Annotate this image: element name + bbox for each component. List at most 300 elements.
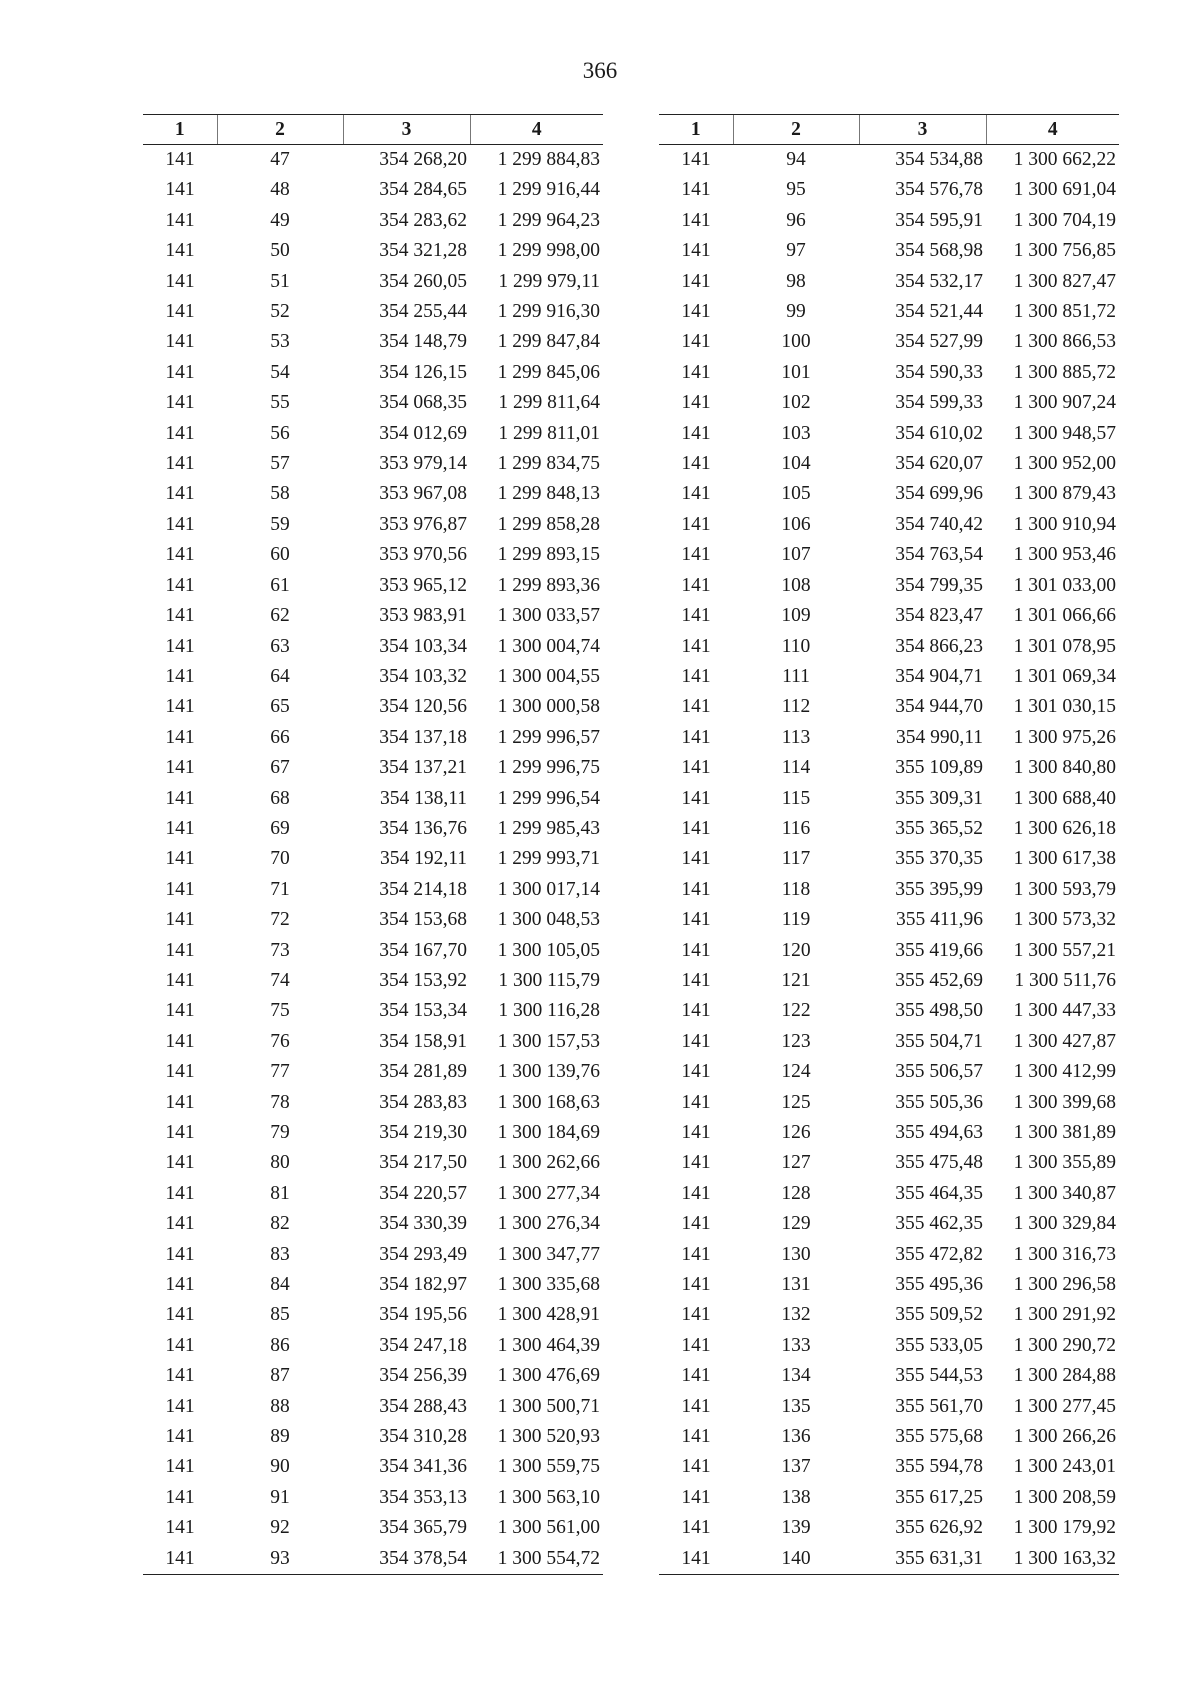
table-cell-col4: 1 300 953,46 bbox=[1013, 544, 1116, 566]
table-cell-col4: 1 300 688,40 bbox=[1013, 787, 1116, 809]
table-row bbox=[143, 540, 603, 570]
table-cell-col3: 353 970,56 bbox=[379, 544, 467, 566]
table-cell-col1: 141 bbox=[165, 969, 195, 991]
table-cell-col2: 67 bbox=[270, 757, 290, 779]
table-cell-col3: 354 103,34 bbox=[379, 635, 467, 657]
table-cell-col2: 53 bbox=[270, 331, 290, 353]
table-cell-col3: 355 411,96 bbox=[895, 909, 983, 931]
table-cell-col1: 141 bbox=[165, 1030, 195, 1052]
table-cell-col3: 355 617,25 bbox=[895, 1486, 983, 1508]
table-cell-col3: 354 341,36 bbox=[379, 1456, 467, 1478]
table-row bbox=[659, 662, 1119, 692]
table-cell-col2: 137 bbox=[781, 1456, 811, 1478]
table-cell-col2: 117 bbox=[781, 848, 811, 870]
table-cell-col1: 141 bbox=[165, 209, 195, 231]
table-cell-col2: 80 bbox=[270, 1152, 290, 1174]
table-cell-col2: 85 bbox=[270, 1304, 290, 1326]
table-body-right bbox=[659, 145, 1119, 1575]
table-cell-col3: 355 505,36 bbox=[895, 1091, 983, 1113]
table-cell-col2: 128 bbox=[781, 1182, 811, 1204]
table-cell-col1: 141 bbox=[165, 605, 195, 627]
table-cell-col3: 354 283,83 bbox=[379, 1091, 467, 1113]
table-cell-col1: 141 bbox=[681, 757, 711, 779]
table-row bbox=[659, 601, 1119, 631]
table-cell-col1: 141 bbox=[681, 605, 711, 627]
table-row bbox=[143, 297, 603, 327]
table-row bbox=[659, 905, 1119, 935]
table-cell-col3: 354 284,65 bbox=[379, 179, 467, 201]
table-cell-col1: 141 bbox=[681, 787, 711, 809]
table-cell-col2: 124 bbox=[781, 1061, 811, 1083]
table-cell-col2: 76 bbox=[270, 1030, 290, 1052]
table-row bbox=[143, 1270, 603, 1300]
table-cell-col3: 354 126,15 bbox=[379, 361, 467, 383]
table-row bbox=[143, 844, 603, 874]
table-cell-col4: 1 300 557,21 bbox=[1013, 939, 1116, 961]
table-cell-col2: 96 bbox=[786, 209, 806, 231]
table-row bbox=[659, 479, 1119, 509]
table-cell-col1: 141 bbox=[681, 270, 711, 292]
table-cell-col1: 141 bbox=[681, 574, 711, 596]
coordinates-table-right bbox=[659, 114, 1119, 1575]
table-cell-col3: 354 534,88 bbox=[895, 149, 983, 170]
table-cell-col1: 141 bbox=[681, 696, 711, 718]
table-cell-col2: 133 bbox=[781, 1334, 811, 1356]
column-header: 3 bbox=[859, 115, 986, 145]
table-cell-col3: 354 321,28 bbox=[379, 240, 467, 262]
table-cell-col3: 354 220,57 bbox=[379, 1182, 467, 1204]
table-cell-col4: 1 299 996,57 bbox=[497, 726, 600, 748]
table-row bbox=[659, 388, 1119, 418]
table-cell-col1: 141 bbox=[165, 1486, 195, 1508]
table-cell-col3: 354 378,54 bbox=[343, 1544, 470, 1575]
table-cell-col4: 1 299 893,36 bbox=[497, 574, 600, 596]
column-header: 4 bbox=[986, 115, 1119, 145]
table-cell-col1: 141 bbox=[681, 1304, 711, 1326]
table-cell-col3: 354 182,97 bbox=[379, 1274, 467, 1296]
table-cell-col4: 1 300 105,05 bbox=[497, 939, 600, 961]
table-cell-col2: 75 bbox=[270, 1000, 290, 1022]
table-cell-col3: 354 823,47 bbox=[895, 605, 983, 627]
table-cell-col3: 354 310,28 bbox=[379, 1426, 467, 1448]
table-cell-col3: 354 904,71 bbox=[895, 665, 983, 687]
table-cell-col4: 1 300 179,92 bbox=[1013, 1517, 1116, 1539]
table-cell-col4: 1 300 004,74 bbox=[497, 635, 600, 657]
table-cell-col3: 354 012,69 bbox=[379, 422, 467, 444]
table-cell-col1: 141 bbox=[681, 483, 711, 505]
table-row bbox=[659, 1300, 1119, 1330]
table-cell-col3: 354 763,54 bbox=[895, 544, 983, 566]
table-cell-col2: 132 bbox=[781, 1304, 811, 1326]
table-cell-col1: 141 bbox=[681, 909, 711, 931]
table-cell-col3: 355 472,82 bbox=[895, 1243, 983, 1265]
table-row bbox=[143, 419, 603, 449]
table-cell-col1: 141 bbox=[165, 635, 195, 657]
table-cell-col2: 102 bbox=[781, 392, 811, 414]
table-row bbox=[659, 145, 1119, 176]
table-row bbox=[143, 449, 603, 479]
table-cell-col1: 141 bbox=[165, 1243, 195, 1265]
table-cell-col2: 81 bbox=[270, 1182, 290, 1204]
table-cell-col2: 129 bbox=[781, 1213, 811, 1235]
table-cell-col2: 135 bbox=[781, 1395, 811, 1417]
table-cell-col4: 1 300 662,22 bbox=[1013, 149, 1116, 170]
table-cell-col4: 1 300 827,47 bbox=[1013, 270, 1116, 292]
table-row bbox=[143, 1361, 603, 1391]
table-cell-col1: 141 bbox=[165, 1426, 195, 1448]
table-cell-col2: 93 bbox=[217, 1544, 343, 1575]
table-cell-col3: 355 498,50 bbox=[895, 1000, 983, 1022]
table-cell-col4: 1 300 004,55 bbox=[497, 665, 600, 687]
table-cell-col2: 126 bbox=[781, 1122, 811, 1143]
table-cell-col1: 141 bbox=[165, 574, 195, 596]
table-cell-col4: 1 299 996,75 bbox=[497, 757, 600, 779]
table-cell-col3: 354 330,39 bbox=[379, 1213, 467, 1235]
table-cell-col2: 105 bbox=[781, 483, 811, 505]
table-cell-col4: 1 300 520,93 bbox=[497, 1426, 600, 1448]
table-cell-col3: 353 967,08 bbox=[379, 483, 467, 505]
table-cell-col1: 141 bbox=[681, 1334, 711, 1356]
table-cell-col1: 141 bbox=[681, 179, 711, 201]
table-cell-col2: 109 bbox=[781, 605, 811, 627]
table-row bbox=[659, 206, 1119, 236]
table-row bbox=[143, 145, 603, 176]
table-cell-col4: 1 300 948,57 bbox=[1013, 422, 1116, 444]
table-cell-col1: 141 bbox=[165, 1122, 195, 1143]
table-cell-col4: 1 301 069,34 bbox=[1013, 665, 1116, 687]
column-header: 4 bbox=[470, 115, 603, 145]
table-cell-col2: 47 bbox=[270, 149, 290, 170]
table-cell-col4: 1 300 208,59 bbox=[1013, 1486, 1116, 1508]
table-cell-col2: 57 bbox=[270, 453, 290, 475]
table-cell-col4: 1 300 277,45 bbox=[1013, 1395, 1116, 1417]
table-cell-col3: 355 561,70 bbox=[895, 1395, 983, 1417]
table-cell-col2: 99 bbox=[786, 301, 806, 323]
table-cell-col3: 354 153,34 bbox=[379, 1000, 467, 1022]
table-cell-col1: 141 bbox=[165, 787, 195, 809]
table-cell-col1: 141 bbox=[165, 422, 195, 444]
table-cell-col2: 108 bbox=[781, 574, 811, 596]
table-cell-col1: 141 bbox=[659, 1544, 733, 1575]
table-row bbox=[143, 1422, 603, 1452]
table-cell-col4: 1 300 885,72 bbox=[1013, 361, 1116, 383]
column-header: 1 bbox=[659, 115, 733, 145]
table-cell-col3: 354 138,11 bbox=[379, 787, 467, 809]
table-row bbox=[659, 1513, 1119, 1543]
table-cell-col4: 1 300 399,68 bbox=[1013, 1091, 1116, 1113]
table-cell-col4: 1 300 355,89 bbox=[1013, 1152, 1116, 1174]
table-cell-col2: 91 bbox=[270, 1486, 290, 1508]
table-cell-col4: 1 300 573,32 bbox=[1013, 909, 1116, 931]
table-cell-col1: 141 bbox=[681, 301, 711, 323]
table-row bbox=[143, 571, 603, 601]
table-cell-col4: 1 299 884,83 bbox=[497, 149, 600, 170]
table-row bbox=[143, 358, 603, 388]
table-cell-col1: 141 bbox=[681, 331, 711, 353]
table-row bbox=[143, 206, 603, 236]
table-row bbox=[659, 753, 1119, 783]
table-cell-col4: 1 300 329,84 bbox=[1013, 1213, 1116, 1235]
table-row bbox=[659, 297, 1119, 327]
table-cell-col2: 120 bbox=[781, 939, 811, 961]
table-cell-col3: 353 983,91 bbox=[379, 605, 467, 627]
table-row bbox=[659, 1179, 1119, 1209]
table-cell-col4: 1 299 811,01 bbox=[498, 422, 600, 444]
table-row bbox=[143, 388, 603, 418]
column-header: 1 bbox=[143, 115, 217, 145]
table-cell-col3: 355 626,92 bbox=[895, 1517, 983, 1539]
table-cell-col1: 141 bbox=[681, 848, 711, 870]
table-cell-col3: 354 167,70 bbox=[379, 939, 467, 961]
table-row bbox=[143, 1331, 603, 1361]
table-cell-col4: 1 301 078,95 bbox=[1013, 635, 1116, 657]
table-cell-col1: 141 bbox=[165, 878, 195, 900]
table-cell-col4: 1 300 952,00 bbox=[1013, 453, 1116, 475]
table-cell-col4: 1 300 559,75 bbox=[497, 1456, 600, 1478]
table-row bbox=[143, 966, 603, 996]
table-cell-col2: 112 bbox=[781, 696, 811, 718]
table-row bbox=[659, 1088, 1119, 1118]
table-cell-col1: 141 bbox=[165, 392, 195, 414]
table-row bbox=[659, 936, 1119, 966]
table-cell-col2: 125 bbox=[781, 1091, 811, 1113]
table-cell-col2: 70 bbox=[270, 848, 290, 870]
table-cell-col3: 355 395,99 bbox=[895, 878, 983, 900]
table-cell-col2: 49 bbox=[270, 209, 290, 231]
table-cell-col4: 1 300 139,76 bbox=[497, 1061, 600, 1083]
table-cell-col1: 141 bbox=[165, 1061, 195, 1083]
table-row bbox=[143, 723, 603, 753]
column-header: 2 bbox=[733, 115, 859, 145]
table-row bbox=[659, 1209, 1119, 1239]
table-cell-col3: 353 979,14 bbox=[379, 453, 467, 475]
table-cell-col4: 1 300 168,63 bbox=[497, 1091, 600, 1113]
table-cell-col2: 140 bbox=[733, 1544, 859, 1575]
table-cell-col2: 84 bbox=[270, 1274, 290, 1296]
table-cell-col3: 355 575,68 bbox=[895, 1426, 983, 1448]
table-cell-col4: 1 299 993,71 bbox=[497, 848, 600, 870]
table-cell-col4: 1 300 184,69 bbox=[497, 1122, 600, 1143]
table-cell-col1: 141 bbox=[681, 1122, 711, 1143]
table-row bbox=[143, 632, 603, 662]
table-row bbox=[143, 267, 603, 297]
table-cell-col1: 141 bbox=[165, 301, 195, 323]
table-row bbox=[143, 1088, 603, 1118]
table-cell-col2: 131 bbox=[781, 1274, 811, 1296]
table-cell-col1: 141 bbox=[165, 757, 195, 779]
table-cell-col2: 74 bbox=[270, 969, 290, 991]
table-cell-col3: 354 610,02 bbox=[895, 422, 983, 444]
table-cell-col1: 141 bbox=[143, 1544, 217, 1575]
table-cell-col3: 354 103,32 bbox=[379, 665, 467, 687]
table-row bbox=[659, 1270, 1119, 1300]
table-cell-col1: 141 bbox=[681, 817, 711, 839]
table-row bbox=[659, 1240, 1119, 1270]
table-row bbox=[659, 540, 1119, 570]
table-cell-col3: 354 699,96 bbox=[895, 483, 983, 505]
table-cell-col1: 141 bbox=[165, 149, 195, 170]
table-cell-col4: 1 299 848,13 bbox=[497, 483, 600, 505]
table-row bbox=[143, 175, 603, 205]
table-cell-col2: 55 bbox=[270, 392, 290, 414]
table-cell-col4: 1 300 626,18 bbox=[1013, 817, 1116, 839]
table-cell-col2: 121 bbox=[781, 969, 811, 991]
table-cell-col1: 141 bbox=[681, 392, 711, 414]
table-cell-col2: 78 bbox=[270, 1091, 290, 1113]
table-cell-col1: 141 bbox=[165, 361, 195, 383]
table-cell-col4: 1 300 262,66 bbox=[497, 1152, 600, 1174]
table-cell-col3: 355 475,48 bbox=[895, 1152, 983, 1174]
table-cell-col2: 71 bbox=[270, 878, 290, 900]
table-cell-col3: 354 068,35 bbox=[379, 392, 467, 414]
table-cell-col3: 355 494,63 bbox=[895, 1122, 983, 1143]
table-cell-col2: 87 bbox=[270, 1365, 290, 1387]
table-cell-col3: 354 293,49 bbox=[379, 1243, 467, 1265]
table-cell-col3: 355 365,52 bbox=[895, 817, 983, 839]
table-row bbox=[143, 1392, 603, 1422]
table-cell-col3: 354 283,62 bbox=[379, 209, 467, 231]
table-cell-col1: 141 bbox=[681, 1243, 711, 1265]
table-cell-col1: 141 bbox=[681, 969, 711, 991]
table-cell-col2: 115 bbox=[781, 787, 811, 809]
table-cell-col2: 103 bbox=[781, 422, 811, 444]
table-cell-col3: 354 214,18 bbox=[379, 878, 467, 900]
table-cell-col1: 141 bbox=[681, 1365, 711, 1387]
table-cell-col3: 354 260,05 bbox=[379, 270, 467, 292]
table-cell-col4: 1 300 427,87 bbox=[1013, 1030, 1116, 1052]
table-row bbox=[659, 1422, 1119, 1452]
table-cell-col2: 51 bbox=[270, 270, 290, 292]
table-row bbox=[143, 1057, 603, 1087]
table-cell-col2: 122 bbox=[781, 1000, 811, 1022]
table-cell-col4: 1 300 316,73 bbox=[1013, 1243, 1116, 1265]
table-row bbox=[143, 1240, 603, 1270]
table-row bbox=[659, 175, 1119, 205]
table-cell-col4: 1 300 412,99 bbox=[1013, 1061, 1116, 1083]
table-row bbox=[659, 966, 1119, 996]
table-cell-col4: 1 300 561,00 bbox=[497, 1517, 600, 1539]
table-cell-col4: 1 301 066,66 bbox=[1013, 605, 1116, 627]
table-row bbox=[659, 844, 1119, 874]
table-cell-col3: 355 419,66 bbox=[895, 939, 983, 961]
table-cell-col4: 1 300 116,28 bbox=[498, 1000, 600, 1022]
table-cell-col4: 1 299 811,64 bbox=[498, 392, 600, 414]
table-cell-col3: 354 740,42 bbox=[895, 513, 983, 535]
table-cell-col4: 1 300 563,10 bbox=[497, 1486, 600, 1508]
column-header: 2 bbox=[217, 115, 343, 145]
table-cell-col4: 1 299 847,84 bbox=[497, 331, 600, 353]
table-cell-col2: 62 bbox=[270, 605, 290, 627]
table-cell-col1: 141 bbox=[165, 848, 195, 870]
table-cell-col2: 72 bbox=[270, 909, 290, 931]
table-cell-col1: 141 bbox=[165, 1182, 195, 1204]
table-cell-col1: 141 bbox=[165, 1334, 195, 1356]
table-cell-col3: 354 590,33 bbox=[895, 361, 983, 383]
table-header-row bbox=[659, 115, 1119, 145]
table-cell-col2: 106 bbox=[781, 513, 811, 535]
table-cell-col1: 141 bbox=[165, 1517, 195, 1539]
table-cell-col1: 141 bbox=[681, 1213, 711, 1235]
table-row bbox=[659, 449, 1119, 479]
table-cell-col4: 1 300 163,32 bbox=[986, 1544, 1119, 1575]
table-cell-col4: 1 301 030,15 bbox=[1013, 696, 1116, 718]
table-cell-col4: 1 300 464,39 bbox=[497, 1334, 600, 1356]
table-cell-col2: 77 bbox=[270, 1061, 290, 1083]
table-cell-col3: 354 153,92 bbox=[379, 969, 467, 991]
table-cell-col3: 354 568,98 bbox=[895, 240, 983, 262]
table-row bbox=[143, 936, 603, 966]
table-cell-col3: 354 599,33 bbox=[895, 392, 983, 414]
table-row bbox=[659, 1027, 1119, 1057]
table-cell-col2: 95 bbox=[786, 179, 806, 201]
table-cell-col1: 141 bbox=[681, 1000, 711, 1022]
table-row bbox=[143, 1544, 603, 1575]
table-row bbox=[659, 571, 1119, 601]
table-cell-col4: 1 300 907,24 bbox=[1013, 392, 1116, 414]
table-cell-col3: 354 521,44 bbox=[895, 301, 983, 323]
table-cell-col1: 141 bbox=[165, 696, 195, 718]
table-cell-col2: 98 bbox=[786, 270, 806, 292]
table-cell-col4: 1 300 447,33 bbox=[1013, 1000, 1116, 1022]
table-cell-col3: 354 944,70 bbox=[895, 696, 983, 718]
table-cell-col2: 86 bbox=[270, 1334, 290, 1356]
table-cell-col2: 60 bbox=[270, 544, 290, 566]
table-cell-col4: 1 300 428,91 bbox=[497, 1304, 600, 1326]
table-cell-col2: 54 bbox=[270, 361, 290, 383]
table-row bbox=[143, 814, 603, 844]
table-row bbox=[143, 1452, 603, 1482]
table-cell-col2: 130 bbox=[781, 1243, 811, 1265]
table-cell-col4: 1 301 033,00 bbox=[1013, 574, 1116, 596]
table-row bbox=[659, 996, 1119, 1026]
table-cell-col3: 354 620,07 bbox=[895, 453, 983, 475]
table-cell-col4: 1 300 381,89 bbox=[1013, 1122, 1116, 1143]
table-cell-col1: 141 bbox=[681, 513, 711, 535]
table-row bbox=[143, 662, 603, 692]
table-cell-col2: 97 bbox=[786, 240, 806, 262]
table-cell-col1: 141 bbox=[165, 240, 195, 262]
table-cell-col3: 355 495,36 bbox=[895, 1274, 983, 1296]
table-cell-col3: 355 309,31 bbox=[895, 787, 983, 809]
table-cell-col2: 114 bbox=[781, 757, 811, 779]
table-cell-col1: 141 bbox=[165, 909, 195, 931]
table-row bbox=[143, 784, 603, 814]
table-cell-col4: 1 300 033,57 bbox=[497, 605, 600, 627]
table-row bbox=[143, 1148, 603, 1178]
table-row bbox=[143, 753, 603, 783]
table-cell-col1: 141 bbox=[681, 1517, 711, 1539]
table-cell-col1: 141 bbox=[165, 726, 195, 748]
table-row bbox=[143, 1483, 603, 1513]
table-cell-col1: 141 bbox=[681, 1274, 711, 1296]
table-row bbox=[659, 692, 1119, 722]
table-cell-col1: 141 bbox=[681, 1395, 711, 1417]
table-cell-col2: 79 bbox=[270, 1122, 290, 1143]
table-cell-col4: 1 300 593,79 bbox=[1013, 878, 1116, 900]
table-cell-col2: 66 bbox=[270, 726, 290, 748]
table-cell-col3: 353 976,87 bbox=[379, 513, 467, 535]
table-row bbox=[659, 632, 1119, 662]
table-cell-col1: 141 bbox=[681, 240, 711, 262]
table-cell-col3: 354 153,68 bbox=[379, 909, 467, 931]
table-cell-col2: 65 bbox=[270, 696, 290, 718]
table-cell-col2: 52 bbox=[270, 301, 290, 323]
table-row bbox=[659, 327, 1119, 357]
table-cell-col1: 141 bbox=[681, 1456, 711, 1478]
table-cell-col4: 1 300 851,72 bbox=[1013, 301, 1116, 323]
table-cell-col3: 355 533,05 bbox=[895, 1334, 983, 1356]
table-cell-col4: 1 299 858,28 bbox=[497, 513, 600, 535]
